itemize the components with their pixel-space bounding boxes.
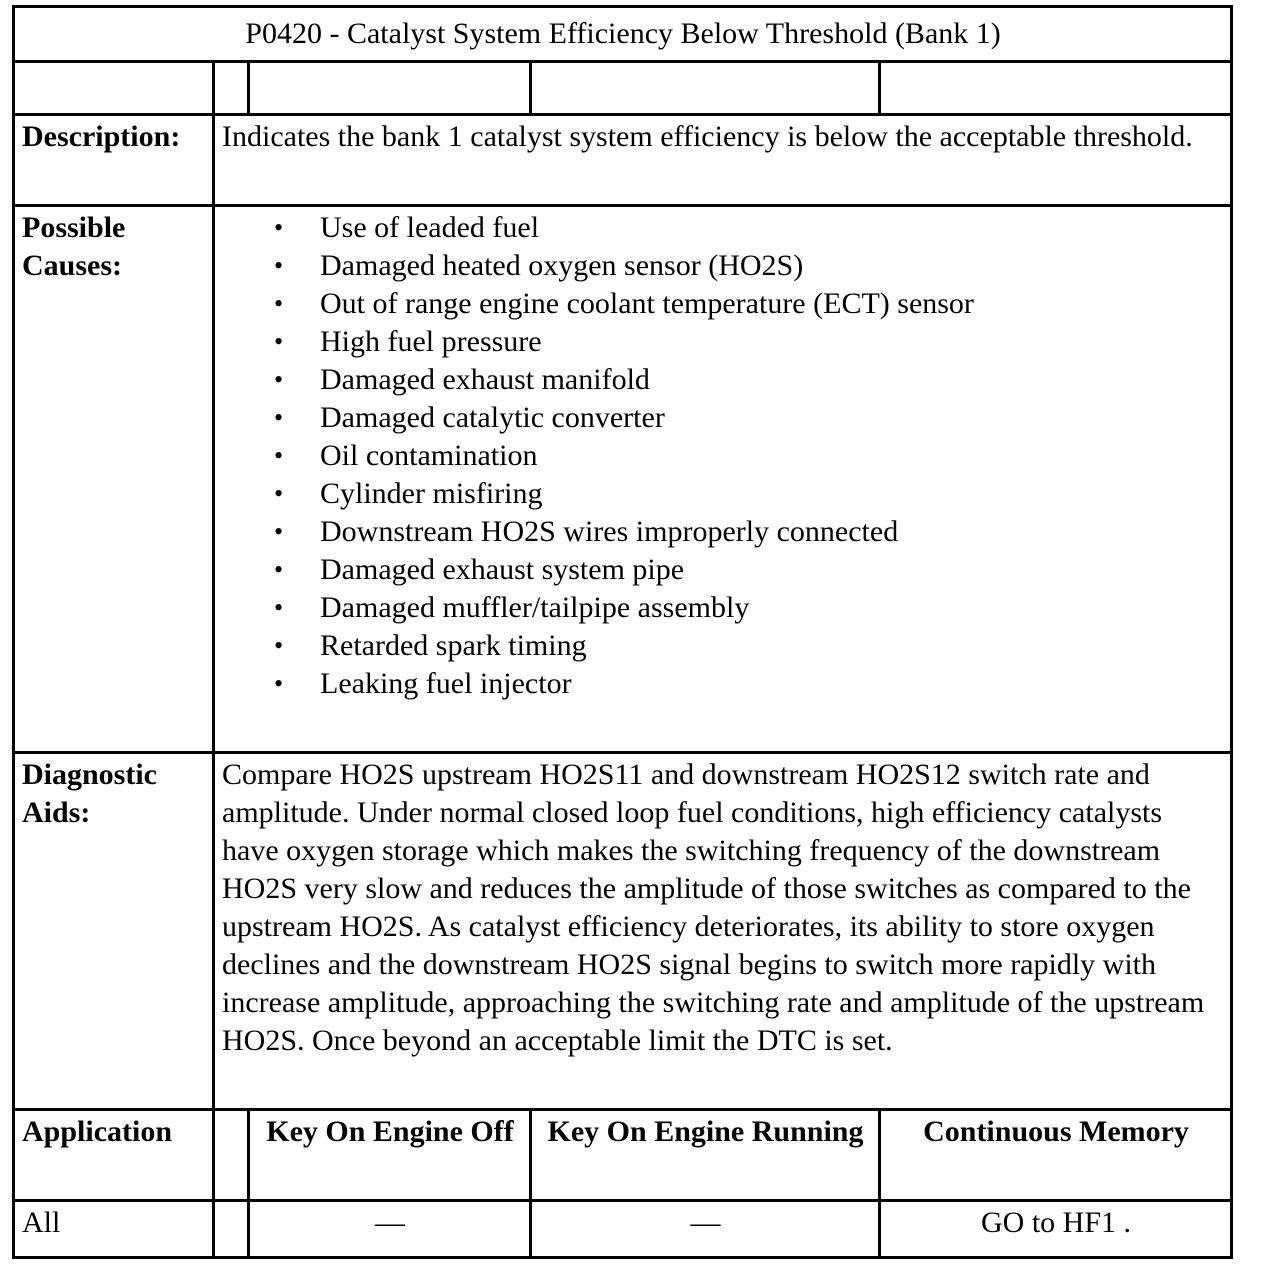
value-blank (214, 1201, 249, 1258)
diagnostic-aids-label: Diagnostic Aids: (14, 753, 214, 1110)
header-application: Application (14, 1110, 214, 1201)
cause-item: • Damaged muffler/tailpipe assembly (320, 589, 1224, 627)
blank-cell (531, 62, 880, 115)
application-value-row (14, 1201, 1232, 1258)
blank-cell (14, 62, 214, 115)
possible-causes-label: Possible Causes: (14, 206, 214, 753)
cause-item: • Retarded spark timing (320, 627, 1224, 665)
header-blank (214, 1110, 249, 1201)
cause-item: • Downstream HO2S wires improperly connected (320, 513, 1224, 551)
value-continuous-memory[interactable]: GO to HF1 . (880, 1201, 1232, 1258)
cause-item: • Out of range engine coolant temperature (ECT) sensor (320, 285, 1224, 323)
cause-item: • Leaking fuel injector (320, 665, 1224, 703)
cause-item: • Damaged heated oxygen sensor (HO2S) (320, 247, 1224, 285)
cause-item: • Use of leaded fuel (320, 209, 1224, 247)
description-text: Indicates the bank 1 catalyst system efficiency is below the acceptable threshold. (214, 115, 1232, 206)
value-koeo: — (249, 1201, 531, 1258)
dtc-table (12, 5, 1233, 1259)
page-title: P0420 - Catalyst System Efficiency Below Threshold (Bank 1) (14, 7, 1232, 62)
blank-cell (880, 62, 1232, 115)
application-header-row (14, 1110, 1232, 1201)
blank-row (14, 62, 1232, 115)
cause-item: • Cylinder misfiring (320, 475, 1224, 513)
blank-cell (249, 62, 531, 115)
possible-causes-cell (214, 206, 1232, 753)
cause-item: • Oil contamination (320, 437, 1224, 475)
cause-item: • High fuel pressure (320, 323, 1224, 361)
diagnostic-aids-text: Compare HO2S upstream HO2S11 and downstream HO2S12 switch rate and amplitude. Under normal closed loop fuel conditions, high efficiency catalysts have oxygen storage which makes the switching frequency of the downstream HO2S very slow and reduces the amplitude of those switches as compared to the upstream HO2S. As catalyst efficiency deteriorates, its ability to store oxygen declines and the downstream HO2S signal begins to switch more rapidly with increase amplitude, approaching the switching rate and amplitude of the upstream HO2S. Once beyond an acceptable limit the DTC is set. (214, 753, 1232, 1110)
value-application: All (14, 1201, 214, 1258)
cause-item: • Damaged catalytic converter (320, 399, 1224, 437)
description-label: Description: (14, 115, 214, 206)
header-koer: Key On Engine Running (531, 1110, 880, 1201)
cause-item: • Damaged exhaust manifold (320, 361, 1224, 399)
possible-causes-list (222, 209, 1224, 703)
cause-item: • Damaged exhaust system pipe (320, 551, 1224, 589)
blank-cell (214, 62, 249, 115)
diagnostic-aids-row (14, 753, 1232, 1110)
description-row (14, 115, 1232, 206)
possible-causes-row (14, 206, 1232, 753)
header-continuous-memory: Continuous Memory (880, 1110, 1232, 1201)
header-koeo: Key On Engine Off (249, 1110, 531, 1201)
value-koer: — (531, 1201, 880, 1258)
